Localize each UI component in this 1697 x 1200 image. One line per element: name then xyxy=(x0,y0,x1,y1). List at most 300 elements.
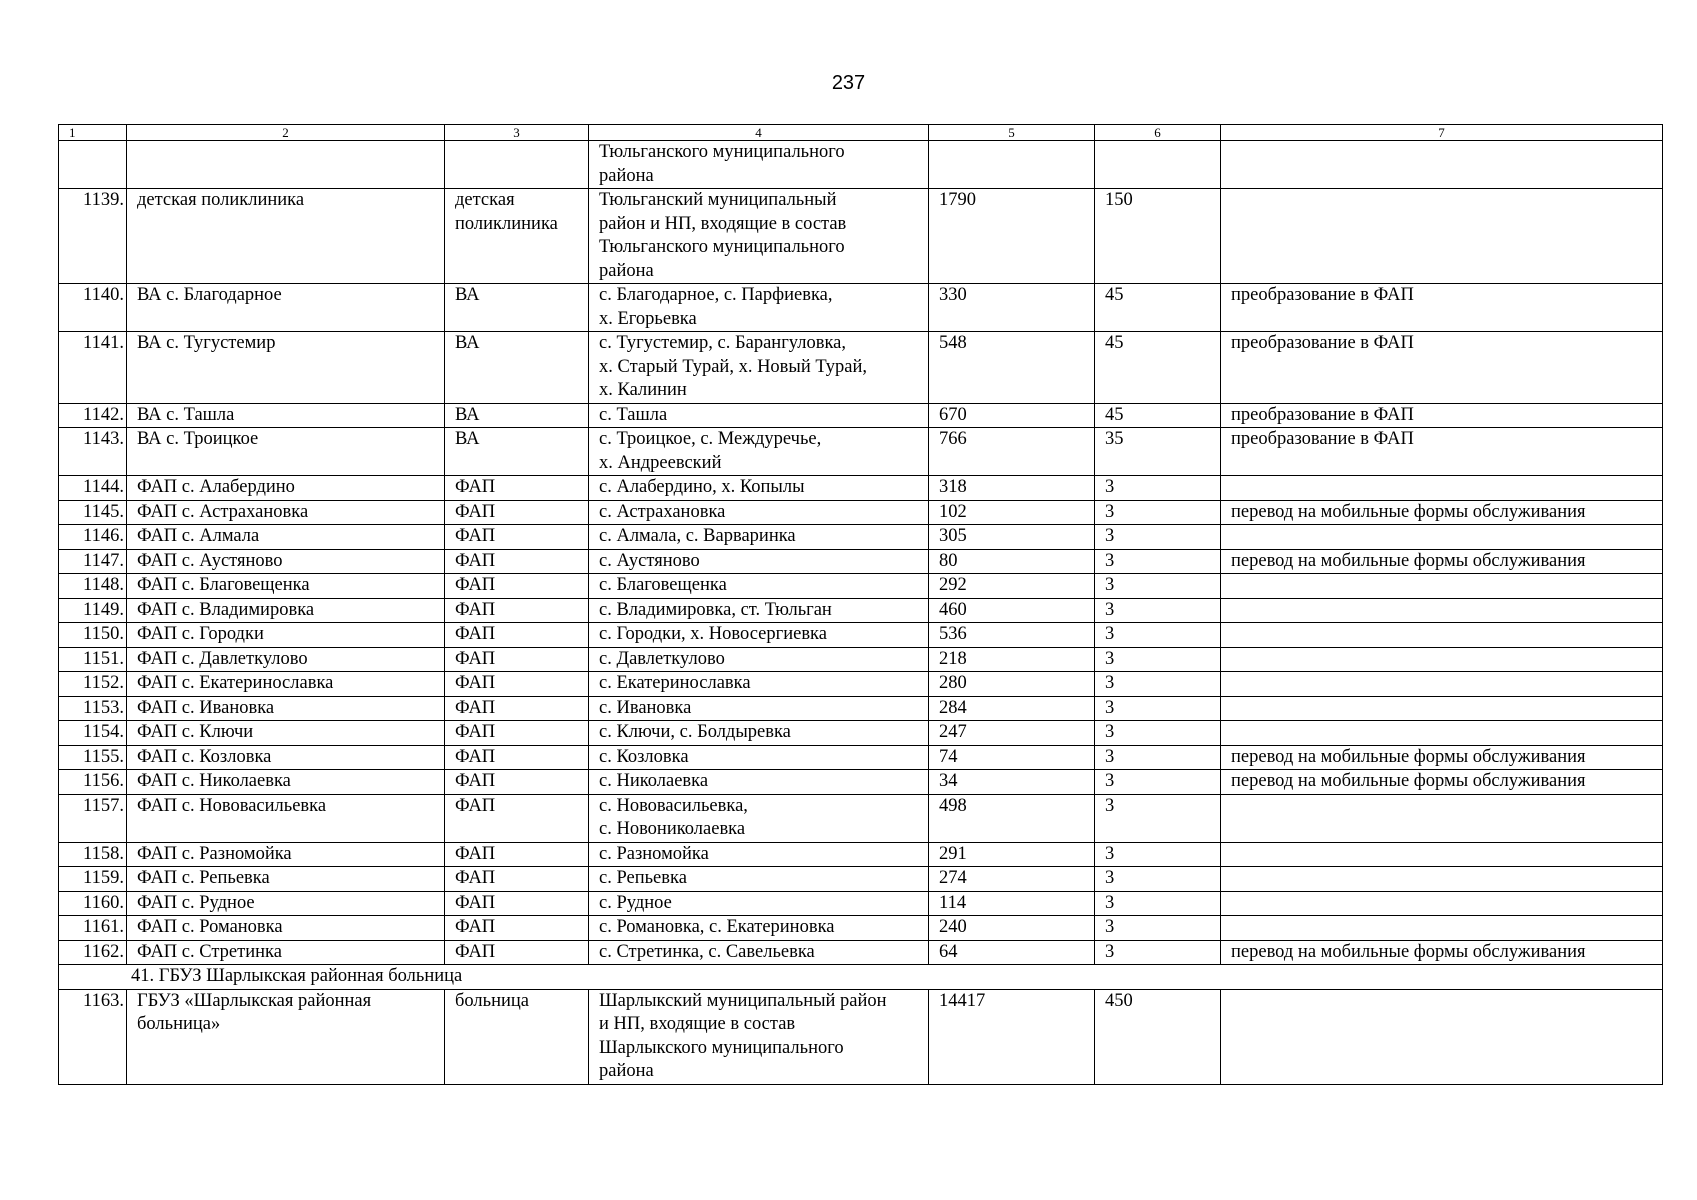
facility-type xyxy=(445,284,589,332)
table-row xyxy=(59,696,1663,721)
table-row xyxy=(59,794,1663,842)
facility-name xyxy=(127,141,445,189)
table-row xyxy=(59,141,1663,189)
facility-type xyxy=(445,428,589,476)
service-area xyxy=(589,141,929,189)
section-row xyxy=(59,965,1663,990)
capacity: 45 xyxy=(1095,403,1221,428)
row-number: 1144. xyxy=(59,476,127,501)
facility-name-line: ФАП с. Рудное xyxy=(137,892,255,913)
facility-name-line: ФАП с. Аустяново xyxy=(137,550,283,571)
capacity: 3 xyxy=(1095,745,1221,770)
facility-type xyxy=(445,672,589,697)
service-area-line: х. Андреевский xyxy=(599,452,722,473)
table-row xyxy=(59,672,1663,697)
note xyxy=(1221,891,1663,916)
note: перевод на мобильные формы обслуживания xyxy=(1221,549,1663,574)
facility-name xyxy=(127,500,445,525)
facility-name xyxy=(127,770,445,795)
service-area-line: с. Николаевка xyxy=(599,771,709,791)
service-area-line: с. Репьевка xyxy=(599,868,687,888)
service-area-line: Шарлыкский муниципальный район xyxy=(599,990,887,1011)
note xyxy=(1221,989,1663,1084)
row-number: 1151. xyxy=(59,647,127,672)
capacity: 3 xyxy=(1095,525,1221,550)
column-number: 7 xyxy=(1221,125,1663,141)
service-area xyxy=(589,745,929,770)
row-number: 1153. xyxy=(59,696,127,721)
facility-name xyxy=(127,284,445,332)
facility-name-line: ФАП с. Разномойка xyxy=(137,843,292,864)
population xyxy=(929,141,1095,189)
capacity: 3 xyxy=(1095,940,1221,965)
facility-name xyxy=(127,989,445,1084)
column-number: 3 xyxy=(445,125,589,141)
facility-type xyxy=(445,940,589,965)
capacity: 3 xyxy=(1095,598,1221,623)
column-number: 6 xyxy=(1095,125,1221,141)
row-number: 1145. xyxy=(59,500,127,525)
note xyxy=(1221,574,1663,599)
service-area-line: и НП, входящие в состав xyxy=(599,1014,796,1034)
population: 536 xyxy=(929,623,1095,648)
facility-name-line: ФАП с. Давлеткулово xyxy=(137,648,308,669)
service-area xyxy=(589,476,929,501)
facility-type xyxy=(445,332,589,404)
note xyxy=(1221,721,1663,746)
row-number: 1142. xyxy=(59,403,127,428)
facility-type-line: ФАП xyxy=(455,477,496,497)
facility-name xyxy=(127,916,445,941)
facility-name xyxy=(127,525,445,550)
facility-type-line: ФАП xyxy=(455,526,496,546)
population: 114 xyxy=(929,891,1095,916)
facility-name xyxy=(127,794,445,842)
capacity: 3 xyxy=(1095,770,1221,795)
table-row xyxy=(59,189,1663,284)
service-area xyxy=(589,842,929,867)
capacity: 3 xyxy=(1095,500,1221,525)
note: преобразование в ФАП xyxy=(1221,332,1663,404)
facility-type-line: ФАП xyxy=(455,673,496,693)
capacity: 3 xyxy=(1095,574,1221,599)
row-number: 1143. xyxy=(59,428,127,476)
service-area-line: с. Алабердино, х. Копылы xyxy=(599,477,805,497)
table-row xyxy=(59,623,1663,648)
population: 1790 xyxy=(929,189,1095,284)
facility-name xyxy=(127,476,445,501)
facility-type-line: детская xyxy=(455,190,515,210)
table-row xyxy=(59,891,1663,916)
row-number: 1139. xyxy=(59,189,127,284)
service-area-line: район и НП, входящие в состав xyxy=(599,213,847,234)
column-number: 1 xyxy=(59,125,127,141)
facility-name-line: ФАП с. Астрахановка xyxy=(137,501,309,522)
facility-name-line: ВА с. Ташла xyxy=(137,404,235,425)
population: 292 xyxy=(929,574,1095,599)
service-area xyxy=(589,794,929,842)
facility-type xyxy=(445,598,589,623)
facility-type-line: больница xyxy=(455,990,529,1011)
capacity: 3 xyxy=(1095,696,1221,721)
service-area-line: с. Ташла xyxy=(599,404,668,425)
service-area xyxy=(589,525,929,550)
service-area-line: с. Романовка, с. Екатериновка xyxy=(599,917,835,937)
facility-name-line: ВА с. Тугустемир xyxy=(137,333,276,353)
column-number-row xyxy=(59,125,1663,141)
capacity: 45 xyxy=(1095,284,1221,332)
service-area-line: Шарлыкского муниципального xyxy=(599,1037,844,1058)
service-area-line: с. Козловка xyxy=(599,746,689,767)
section-title: 41. ГБУЗ Шарлыкская районная больница xyxy=(59,965,1663,990)
service-area-line: х. Егорьевка xyxy=(599,308,697,329)
service-area xyxy=(589,940,929,965)
facility-type xyxy=(445,647,589,672)
facility-name-line: ФАП с. Екатеринославка xyxy=(137,673,334,693)
population: 247 xyxy=(929,721,1095,746)
table-row xyxy=(59,647,1663,672)
facility-type-line: ФАП xyxy=(455,795,496,816)
service-area-line: района xyxy=(599,260,654,281)
service-area-line: Тюльганского муниципального xyxy=(599,237,845,257)
service-area-line: с. Нововасильевка, xyxy=(599,795,748,816)
capacity: 3 xyxy=(1095,916,1221,941)
population: 284 xyxy=(929,696,1095,721)
row-number: 1160. xyxy=(59,891,127,916)
facility-name-line: ФАП с. Николаевка xyxy=(137,771,291,791)
table-row xyxy=(59,916,1663,941)
facility-name xyxy=(127,842,445,867)
service-area xyxy=(589,647,929,672)
facility-name-line: ФАП с. Козловка xyxy=(137,746,272,767)
facility-type-line: ФАП xyxy=(455,843,496,864)
table-body xyxy=(59,125,1663,1085)
facility-type xyxy=(445,696,589,721)
note: преобразование в ФАП xyxy=(1221,284,1663,332)
service-area xyxy=(589,916,929,941)
capacity: 3 xyxy=(1095,647,1221,672)
service-area-line: с. Ивановка xyxy=(599,697,692,718)
facility-name-line: ФАП с. Владимировка xyxy=(137,599,315,620)
row-number: 1152. xyxy=(59,672,127,697)
table-row xyxy=(59,770,1663,795)
population: 766 xyxy=(929,428,1095,476)
service-area xyxy=(589,332,929,404)
facility-name xyxy=(127,574,445,599)
facility-type-line: ФАП xyxy=(455,941,496,962)
facility-type xyxy=(445,745,589,770)
facility-type xyxy=(445,525,589,550)
population: 460 xyxy=(929,598,1095,623)
population: 498 xyxy=(929,794,1095,842)
service-area xyxy=(589,867,929,892)
row-number: 1150. xyxy=(59,623,127,648)
table-row xyxy=(59,403,1663,428)
facility-type xyxy=(445,842,589,867)
capacity: 3 xyxy=(1095,672,1221,697)
table-row xyxy=(59,598,1663,623)
facility-name xyxy=(127,891,445,916)
facility-type xyxy=(445,476,589,501)
facility-type xyxy=(445,989,589,1084)
row-number: 1163. xyxy=(59,989,127,1084)
service-area-line: х. Старый Турай, х. Новый Турай, xyxy=(599,356,867,377)
service-area xyxy=(589,891,929,916)
note xyxy=(1221,867,1663,892)
table-row xyxy=(59,332,1663,404)
facility-type-line: ВА xyxy=(455,333,480,353)
service-area xyxy=(589,989,929,1084)
facility-type-line: ФАП xyxy=(455,697,496,718)
facility-type-line: поликлиника xyxy=(455,213,558,234)
facility-type xyxy=(445,916,589,941)
capacity: 3 xyxy=(1095,476,1221,501)
note xyxy=(1221,647,1663,672)
population: 80 xyxy=(929,549,1095,574)
note: преобразование в ФАП xyxy=(1221,403,1663,428)
row-number xyxy=(59,141,127,189)
facility-type xyxy=(445,721,589,746)
note xyxy=(1221,623,1663,648)
facility-type-line: ФАП xyxy=(455,868,496,888)
service-area xyxy=(589,574,929,599)
facilities-table xyxy=(58,124,1663,1085)
facility-type-line: ВА xyxy=(455,285,480,305)
row-number: 1140. xyxy=(59,284,127,332)
population: 280 xyxy=(929,672,1095,697)
facility-name xyxy=(127,745,445,770)
population: 291 xyxy=(929,842,1095,867)
facility-name-line: больница» xyxy=(137,1014,221,1034)
facility-name xyxy=(127,940,445,965)
table-row xyxy=(59,476,1663,501)
facility-name-line: детская поликлиника xyxy=(137,190,305,210)
service-area-line: с. Новониколаевка xyxy=(599,819,746,839)
facility-name xyxy=(127,647,445,672)
note xyxy=(1221,476,1663,501)
facility-name-line: ФАП с. Алмала xyxy=(137,526,260,546)
note xyxy=(1221,916,1663,941)
service-area xyxy=(589,672,929,697)
facility-name xyxy=(127,696,445,721)
facility-type xyxy=(445,794,589,842)
row-number: 1161. xyxy=(59,916,127,941)
facility-name-line: ФАП с. Городки xyxy=(137,624,264,644)
page-number: 237 xyxy=(831,72,866,94)
facility-name-line: ФАП с. Репьевка xyxy=(137,868,270,888)
capacity: 3 xyxy=(1095,794,1221,842)
population: 548 xyxy=(929,332,1095,404)
service-area xyxy=(589,189,929,284)
service-area xyxy=(589,721,929,746)
facility-name xyxy=(127,721,445,746)
note: перевод на мобильные формы обслуживания xyxy=(1221,745,1663,770)
row-number: 1158. xyxy=(59,842,127,867)
service-area-line: с. Ключи, с. Болдыревка xyxy=(599,722,791,742)
facility-name-line: ФАП с. Алабердино xyxy=(137,477,295,497)
facility-name-line: ВА с. Благодарное xyxy=(137,285,282,305)
facility-type-line: ВА xyxy=(455,404,480,425)
capacity: 3 xyxy=(1095,891,1221,916)
service-area xyxy=(589,403,929,428)
column-number: 2 xyxy=(127,125,445,141)
facility-name-line: ГБУЗ «Шарлыкская районная xyxy=(137,990,372,1011)
facility-type xyxy=(445,500,589,525)
facility-type xyxy=(445,623,589,648)
facility-type-line: ФАП xyxy=(455,575,496,595)
facility-type xyxy=(445,549,589,574)
note xyxy=(1221,189,1663,284)
facility-type xyxy=(445,867,589,892)
service-area-line: с. Стретинка, с. Савельевка xyxy=(599,941,815,962)
note: перевод на мобильные формы обслуживания xyxy=(1221,940,1663,965)
service-area-line: с. Давлеткулово xyxy=(599,648,725,669)
table-row xyxy=(59,745,1663,770)
row-number: 1146. xyxy=(59,525,127,550)
service-area-line: с. Благодарное, с. Парфиевка, xyxy=(599,285,833,305)
capacity: 3 xyxy=(1095,721,1221,746)
facility-name-line: ФАП с. Ключи xyxy=(137,722,254,742)
service-area xyxy=(589,428,929,476)
facility-name-line: ФАП с. Благовещенка xyxy=(137,575,310,595)
note xyxy=(1221,598,1663,623)
facility-name xyxy=(127,623,445,648)
service-area-line: х. Калинин xyxy=(599,380,687,400)
facility-name-line: ВА с. Троицкое xyxy=(137,429,259,449)
service-area-line: с. Благовещенка xyxy=(599,575,727,595)
population: 14417 xyxy=(929,989,1095,1084)
table-row xyxy=(59,940,1663,965)
facility-name-line: ФАП с. Ивановка xyxy=(137,697,275,718)
service-area-line: с. Рудное xyxy=(599,892,672,913)
row-number: 1141. xyxy=(59,332,127,404)
table-row xyxy=(59,284,1663,332)
service-area xyxy=(589,770,929,795)
table-row xyxy=(59,574,1663,599)
population: 240 xyxy=(929,916,1095,941)
service-area-line: района xyxy=(599,165,654,186)
facility-type xyxy=(445,574,589,599)
service-area-line: Тюльганский муниципальный xyxy=(599,190,837,210)
service-area-line: с. Аустяново xyxy=(599,550,700,571)
service-area-line: с. Алмала, с. Варваринка xyxy=(599,526,796,546)
table-row xyxy=(59,721,1663,746)
note: перевод на мобильные формы обслуживания xyxy=(1221,770,1663,795)
service-area-line: с. Разномойка xyxy=(599,843,709,864)
table-row xyxy=(59,989,1663,1084)
facility-name xyxy=(127,428,445,476)
capacity: 3 xyxy=(1095,549,1221,574)
row-number: 1156. xyxy=(59,770,127,795)
population: 102 xyxy=(929,500,1095,525)
service-area-line: с. Троицкое, с. Междуречье, xyxy=(599,429,822,449)
population: 218 xyxy=(929,647,1095,672)
facility-type-line: ФАП xyxy=(455,501,496,522)
population: 670 xyxy=(929,403,1095,428)
service-area xyxy=(589,598,929,623)
facility-name xyxy=(127,332,445,404)
row-number: 1147. xyxy=(59,549,127,574)
service-area-line: с. Тугустемир, с. Барангуловка, xyxy=(599,333,846,353)
facility-name-line: ФАП с. Нововасильевка xyxy=(137,795,327,816)
row-number: 1149. xyxy=(59,598,127,623)
note xyxy=(1221,842,1663,867)
service-area-line: с. Астрахановка xyxy=(599,501,726,522)
service-area-line: с. Екатеринославка xyxy=(599,673,751,693)
capacity: 35 xyxy=(1095,428,1221,476)
service-area-line: с. Городки, х. Новосергиевка xyxy=(599,624,827,644)
population: 34 xyxy=(929,770,1095,795)
table-row xyxy=(59,867,1663,892)
table-row xyxy=(59,842,1663,867)
capacity: 450 xyxy=(1095,989,1221,1084)
facility-name xyxy=(127,672,445,697)
capacity: 150 xyxy=(1095,189,1221,284)
note: преобразование в ФАП xyxy=(1221,428,1663,476)
note xyxy=(1221,525,1663,550)
note: перевод на мобильные формы обслуживания xyxy=(1221,500,1663,525)
row-number: 1148. xyxy=(59,574,127,599)
facility-name xyxy=(127,867,445,892)
facility-type-line: ФАП xyxy=(455,550,496,571)
service-area xyxy=(589,284,929,332)
column-number: 4 xyxy=(589,125,929,141)
row-number: 1159. xyxy=(59,867,127,892)
facility-type xyxy=(445,891,589,916)
service-area-line: с. Владимировка, ст. Тюльган xyxy=(599,599,832,620)
population: 330 xyxy=(929,284,1095,332)
row-number: 1154. xyxy=(59,721,127,746)
population: 305 xyxy=(929,525,1095,550)
facility-type-line: ФАП xyxy=(455,771,496,791)
row-number: 1155. xyxy=(59,745,127,770)
facility-type xyxy=(445,770,589,795)
service-area xyxy=(589,500,929,525)
capacity: 45 xyxy=(1095,332,1221,404)
service-area-line: района xyxy=(599,1061,654,1081)
table-row xyxy=(59,525,1663,550)
facility-name xyxy=(127,403,445,428)
facility-type-line: ФАП xyxy=(455,599,496,620)
service-area-line: Тюльганского муниципального xyxy=(599,142,845,162)
facility-name-line: ФАП с. Стретинка xyxy=(137,941,282,962)
facility-type-line: ФАП xyxy=(455,917,496,937)
facility-type xyxy=(445,189,589,284)
facility-name-line: ФАП с. Романовка xyxy=(137,917,283,937)
facility-type-line: ФАП xyxy=(455,648,496,669)
table-row xyxy=(59,428,1663,476)
facility-name xyxy=(127,189,445,284)
note xyxy=(1221,696,1663,721)
facility-name xyxy=(127,549,445,574)
service-area xyxy=(589,623,929,648)
capacity: 3 xyxy=(1095,842,1221,867)
note xyxy=(1221,672,1663,697)
service-area xyxy=(589,549,929,574)
population: 74 xyxy=(929,745,1095,770)
service-area xyxy=(589,696,929,721)
facility-name xyxy=(127,598,445,623)
row-number: 1162. xyxy=(59,940,127,965)
row-number: 1157. xyxy=(59,794,127,842)
capacity xyxy=(1095,141,1221,189)
capacity: 3 xyxy=(1095,867,1221,892)
population: 64 xyxy=(929,940,1095,965)
population: 318 xyxy=(929,476,1095,501)
note xyxy=(1221,794,1663,842)
table-row xyxy=(59,549,1663,574)
note xyxy=(1221,141,1663,189)
